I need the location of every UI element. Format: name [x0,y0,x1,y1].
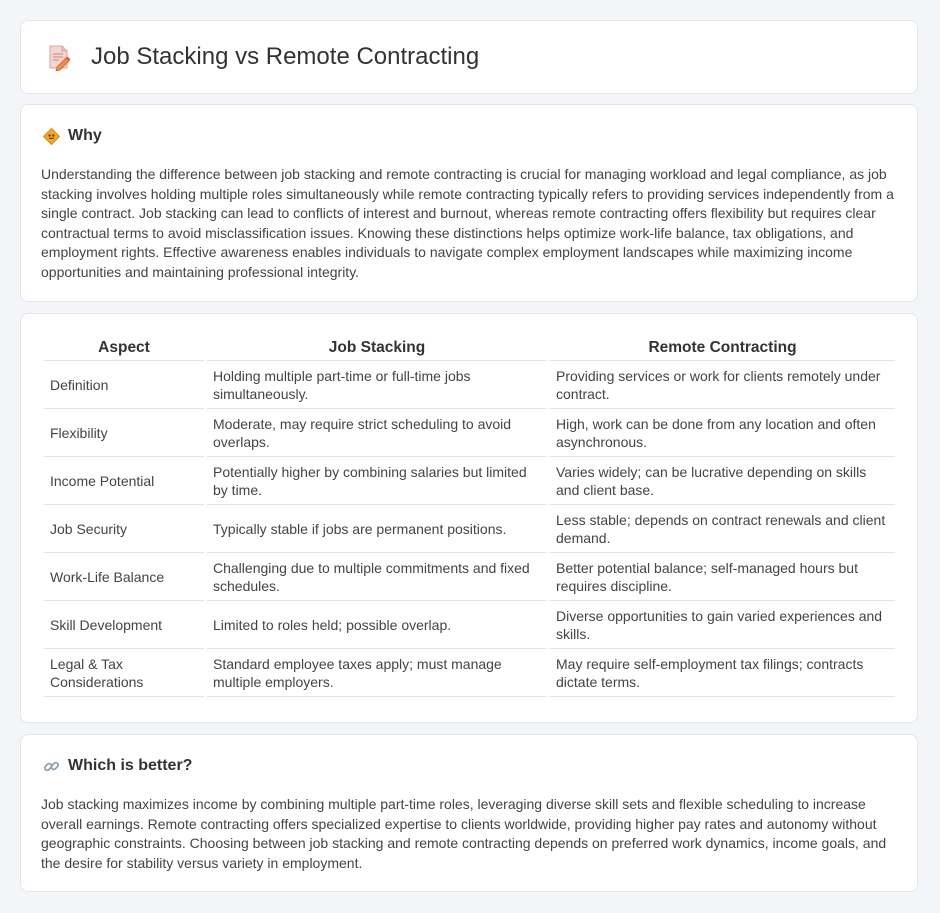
table-row [44,409,895,457]
comparison-table [41,334,898,697]
why-text: Understanding the difference between job stacking and remote contracting is crucial for managing workload and legal compliance, as job stacking involves holding multiple roles simultaneously while remote contracting typically refers to providing services independently from a single contract. Job stacking can lead to conflicts of interest and burnout, whereas remote contracting offers flexibility but requires clear contractual terms to avoid misclassification issues. Knowing these distinctions helps optimize work-life balance, tax obligations, and employment rights. Effective awareness enables individuals to navigate complex employment landscapes while maximizing income opportunities and maintaining professional integrity. [41,166,894,280]
table-row [44,457,895,505]
which-is-better-section [20,734,918,892]
table-row [44,649,895,697]
aspect-cell: Job Security [44,505,204,553]
column-header-remote-contracting: Remote Contracting [550,334,895,361]
table-row [44,505,895,553]
comparison-section [20,313,918,723]
aspect-cell: Definition [44,361,204,409]
remote-contracting-cell: High, work can be done from any location and often asynchronous. [550,409,895,457]
aspect-cell: Skill Development [44,601,204,649]
which-is-better-heading: Which is better? [68,757,193,774]
remote-contracting-cell: Providing services or work for clients remotely under contract. [550,361,895,409]
link-icon [43,758,60,775]
aspect-cell: Flexibility [44,409,204,457]
table-row [44,553,895,601]
title-card [20,20,918,94]
job-stacking-cell: Potentially higher by combining salaries but limited by time. [207,457,547,505]
remote-contracting-cell: May require self-employment tax filings; contracts dictate terms. [550,649,895,697]
job-stacking-cell: Typically stable if jobs are permanent positions. [207,505,547,553]
why-heading: Why [68,127,102,144]
column-header-aspect: Aspect [44,334,204,361]
job-stacking-cell: Holding multiple part-time or full-time jobs simultaneously. [207,361,547,409]
column-header-job-stacking: Job Stacking [207,334,547,361]
table-row [44,601,895,649]
page-title: Job Stacking vs Remote Contracting [91,43,480,70]
document-pencil-icon [47,43,71,71]
which-is-better-text: Job stacking maximizes income by combining multiple part-time roles, leveraging diverse skill sets and flexible scheduling to increase overall earnings. Remote contracting offers specialized expertise to clients worldwide, providing higher pay rates and autonomy without geographic constraints. Choosing between job stacking and remote contracting depends on preferred work dynamics, income goals, and the desire for stability versus variety in employment. [41,796,887,871]
remote-contracting-cell: Less stable; depends on contract renewals and client demand. [550,505,895,553]
why-section [20,104,918,302]
job-stacking-cell: Limited to roles held; possible overlap. [207,601,547,649]
remote-contracting-cell: Better potential balance; self-managed hours but requires discipline. [550,553,895,601]
table-row [44,361,895,409]
diamond-sign-icon [43,128,60,145]
remote-contracting-cell: Varies widely; can be lucrative depending on skills and client base. [550,457,895,505]
job-stacking-cell: Challenging due to multiple commitments and fixed schedules. [207,553,547,601]
table-header-row [44,334,895,361]
job-stacking-cell: Moderate, may require strict scheduling to avoid overlaps. [207,409,547,457]
aspect-cell: Work-Life Balance [44,553,204,601]
aspect-cell: Income Potential [44,457,204,505]
aspect-cell: Legal & Tax Considerations [44,649,204,697]
remote-contracting-cell: Diverse opportunities to gain varied experiences and skills. [550,601,895,649]
job-stacking-cell: Standard employee taxes apply; must manage multiple employers. [207,649,547,697]
